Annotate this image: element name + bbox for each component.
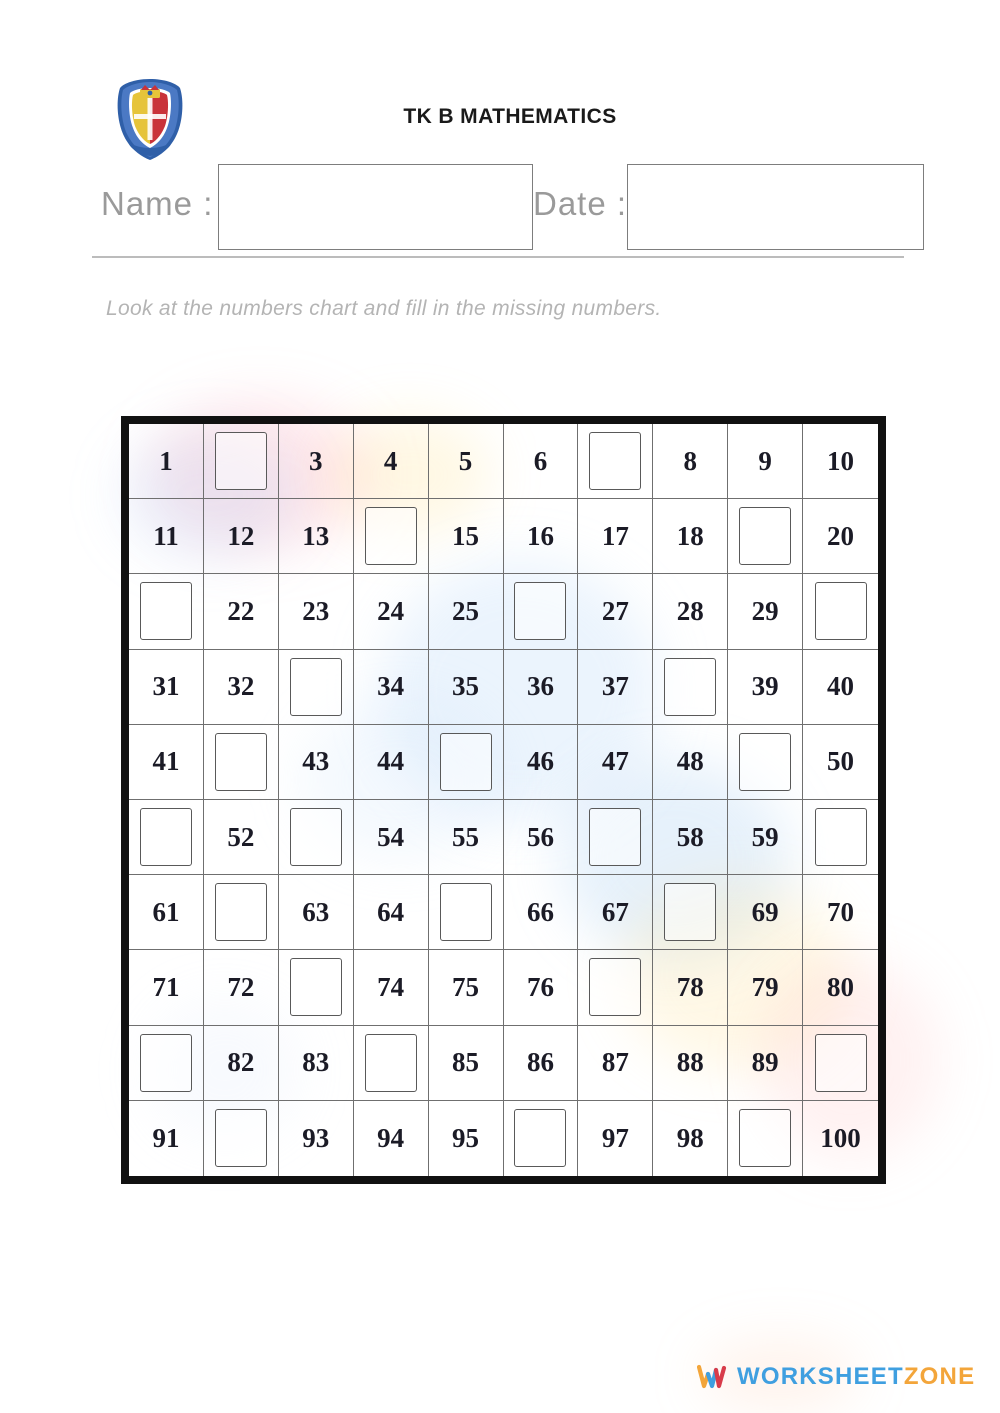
chart-cell-value: 34 <box>377 671 405 702</box>
chart-cell <box>578 1101 653 1176</box>
chart-cell <box>653 574 728 649</box>
chart-cell <box>429 800 504 875</box>
chart-cell-value: 10 <box>827 445 855 476</box>
chart-cell-value: 48 <box>676 746 704 777</box>
chart-cell <box>354 424 429 499</box>
missing-number-input[interactable] <box>664 883 716 941</box>
chart-cell-value: 27 <box>601 595 629 626</box>
chart-cell-value: 66 <box>526 896 554 927</box>
chart-cell <box>204 950 279 1025</box>
date-label: Date : <box>533 185 628 222</box>
missing-number-input[interactable] <box>514 1109 566 1167</box>
chart-cell-blank[interactable] <box>429 875 504 950</box>
chart-cell-value: 79 <box>751 971 779 1002</box>
missing-number-input[interactable] <box>215 733 267 791</box>
chart-cell <box>504 725 579 800</box>
chart-cell-value: 6 <box>533 445 548 476</box>
chart-cell <box>354 650 429 725</box>
chart-cell <box>728 1026 803 1101</box>
chart-cell <box>279 725 354 800</box>
missing-number-input[interactable] <box>365 1034 417 1092</box>
brand-text-zone: ZONE <box>903 1363 976 1390</box>
chart-cell <box>578 725 653 800</box>
header-divider <box>92 256 904 258</box>
missing-number-input[interactable] <box>215 1109 267 1167</box>
chart-cell-value: 82 <box>227 1047 255 1078</box>
chart-cell-value: 59 <box>751 821 779 852</box>
chart-cell-value: 80 <box>827 971 855 1002</box>
chart-cell-value: 23 <box>302 595 330 626</box>
chart-cell-blank[interactable] <box>429 725 504 800</box>
chart-cell-value: 16 <box>526 520 554 551</box>
chart-cell-blank[interactable] <box>803 1026 878 1101</box>
chart-cell-value: 12 <box>227 520 255 551</box>
missing-number-input[interactable] <box>140 1034 192 1092</box>
student-info-row <box>0 155 1000 265</box>
chart-cell-value: 78 <box>676 971 704 1002</box>
name-label: Name : <box>101 185 214 222</box>
chart-cell-value: 61 <box>152 896 180 927</box>
chart-cell <box>279 574 354 649</box>
chart-cell-blank[interactable] <box>653 650 728 725</box>
missing-number-input[interactable] <box>514 582 566 640</box>
missing-number-input[interactable] <box>815 808 867 866</box>
chart-cell-value: 91 <box>152 1122 180 1153</box>
chart-cell <box>354 725 429 800</box>
chart-cell <box>279 424 354 499</box>
chart-cell-value: 54 <box>377 821 405 852</box>
chart-cell <box>429 950 504 1025</box>
chart-cell-blank[interactable] <box>728 499 803 574</box>
page-title: TK B MATHEMATICS <box>403 105 617 128</box>
chart-cell <box>803 424 878 499</box>
chart-cell <box>429 499 504 574</box>
chart-cell-value: 100 <box>820 1122 861 1153</box>
missing-number-input[interactable] <box>215 883 267 941</box>
chart-cell <box>354 574 429 649</box>
chart-cell <box>504 499 579 574</box>
chart-cell <box>653 424 728 499</box>
chart-cell-blank[interactable] <box>204 424 279 499</box>
chart-cell <box>129 650 204 725</box>
chart-cell-value: 37 <box>601 671 629 702</box>
chart-cell-value: 29 <box>751 595 779 626</box>
chart-cell <box>204 499 279 574</box>
chart-cell <box>429 424 504 499</box>
chart-cell-value: 15 <box>452 520 480 551</box>
chart-cell <box>728 650 803 725</box>
chart-cell-blank[interactable] <box>728 725 803 800</box>
chart-cell-value: 86 <box>526 1047 554 1078</box>
chart-cell-blank[interactable] <box>578 950 653 1025</box>
chart-cell-value: 43 <box>302 746 330 777</box>
chart-cell-blank[interactable] <box>354 499 429 574</box>
chart-cell <box>204 1026 279 1101</box>
hundreds-chart <box>121 416 886 1184</box>
chart-cell-value: 50 <box>827 746 855 777</box>
chart-cell-value: 4 <box>383 445 398 476</box>
chart-grid <box>129 424 878 1176</box>
chart-cell <box>578 875 653 950</box>
chart-cell <box>279 1026 354 1101</box>
chart-cell-value: 98 <box>676 1122 704 1153</box>
chart-cell-value: 17 <box>601 520 629 551</box>
chart-cell <box>803 950 878 1025</box>
brand-wordmark <box>737 1365 975 1389</box>
chart-cell-value: 13 <box>302 520 330 551</box>
chart-cell-blank[interactable] <box>578 800 653 875</box>
chart-cell <box>504 424 579 499</box>
chart-cell-value: 72 <box>227 971 255 1002</box>
chart-cell <box>204 574 279 649</box>
chart-cell <box>354 1101 429 1176</box>
chart-cell-value: 47 <box>601 746 629 777</box>
chart-cell <box>653 1026 728 1101</box>
chart-cell <box>129 424 204 499</box>
school-crest-icon <box>114 76 186 162</box>
missing-number-input[interactable] <box>140 808 192 866</box>
chart-cell <box>354 950 429 1025</box>
chart-cell <box>429 650 504 725</box>
chart-cell-value: 64 <box>377 896 405 927</box>
chart-cell-value: 74 <box>377 971 405 1002</box>
chart-cell <box>803 650 878 725</box>
chart-cell <box>504 800 579 875</box>
chart-cell <box>653 950 728 1025</box>
missing-number-input[interactable] <box>215 432 267 490</box>
chart-cell-blank[interactable] <box>129 574 204 649</box>
chart-cell <box>129 950 204 1025</box>
chart-cell <box>504 875 579 950</box>
chart-cell <box>728 574 803 649</box>
chart-cell <box>803 725 878 800</box>
chart-cell-value: 25 <box>452 595 480 626</box>
worksheetzone-logo-icon <box>697 1364 727 1390</box>
chart-cell-value: 1 <box>159 445 173 476</box>
instruction-text: Look at the numbers chart and fill in the missing numbers. <box>106 297 662 320</box>
missing-number-input[interactable] <box>664 658 716 716</box>
name-input[interactable] <box>218 164 533 250</box>
chart-cell-blank[interactable] <box>279 950 354 1025</box>
chart-cell-value: 67 <box>601 896 629 927</box>
date-input[interactable] <box>627 164 924 250</box>
chart-cell-value: 3 <box>308 445 323 476</box>
chart-cell <box>354 875 429 950</box>
chart-cell-value: 83 <box>302 1047 330 1078</box>
chart-cell-value: 46 <box>526 746 554 777</box>
chart-cell-blank[interactable] <box>504 1101 579 1176</box>
chart-cell <box>653 1101 728 1176</box>
chart-cell-blank[interactable] <box>728 1101 803 1176</box>
chart-cell-value: 9 <box>758 445 772 476</box>
chart-cell-value: 71 <box>152 971 180 1002</box>
chart-cell-blank[interactable] <box>803 574 878 649</box>
missing-number-input[interactable] <box>589 958 641 1016</box>
chart-cell <box>429 574 504 649</box>
chart-cell-value: 70 <box>827 896 855 927</box>
missing-number-input[interactable] <box>589 432 641 490</box>
chart-cell-value: 28 <box>676 595 704 626</box>
chart-cell <box>354 800 429 875</box>
chart-cell <box>129 1101 204 1176</box>
chart-cell-blank[interactable] <box>204 725 279 800</box>
chart-cell-blank[interactable] <box>129 1026 204 1101</box>
missing-number-input[interactable] <box>440 883 492 941</box>
chart-cell-value: 40 <box>827 671 855 702</box>
chart-cell-value: 31 <box>152 671 180 702</box>
chart-cell-value: 39 <box>751 671 779 702</box>
chart-cell-value: 35 <box>452 671 480 702</box>
chart-cell <box>129 875 204 950</box>
chart-cell-value: 94 <box>377 1122 405 1153</box>
chart-cell <box>504 650 579 725</box>
chart-cell-value: 93 <box>302 1122 330 1153</box>
chart-cell <box>279 1101 354 1176</box>
chart-cell <box>728 424 803 499</box>
chart-cell <box>578 1026 653 1101</box>
chart-cell-value: 8 <box>683 445 697 476</box>
chart-cell-value: 76 <box>526 971 554 1002</box>
missing-number-input[interactable] <box>739 1109 791 1167</box>
chart-cell-blank[interactable] <box>803 800 878 875</box>
chart-cell-blank[interactable] <box>279 800 354 875</box>
chart-cell <box>279 875 354 950</box>
chart-cell-value: 56 <box>526 821 554 852</box>
missing-number-input[interactable] <box>739 733 791 791</box>
chart-cell-value: 18 <box>676 520 704 551</box>
chart-cell-blank[interactable] <box>279 650 354 725</box>
chart-cell-value: 24 <box>377 595 405 626</box>
chart-cell-value: 32 <box>227 671 255 702</box>
chart-cell <box>803 499 878 574</box>
chart-cell-value: 69 <box>751 896 779 927</box>
chart-cell <box>578 574 653 649</box>
chart-cell-blank[interactable] <box>354 1026 429 1101</box>
chart-cell-value: 95 <box>452 1122 480 1153</box>
chart-cell-value: 22 <box>227 595 255 626</box>
missing-number-input[interactable] <box>815 1034 867 1092</box>
chart-cell <box>504 1026 579 1101</box>
chart-cell-value: 58 <box>676 821 704 852</box>
missing-number-input[interactable] <box>290 808 342 866</box>
chart-cell-blank[interactable] <box>129 800 204 875</box>
chart-cell-blank[interactable] <box>204 1101 279 1176</box>
chart-cell-blank[interactable] <box>504 574 579 649</box>
missing-number-input[interactable] <box>290 658 342 716</box>
chart-cell <box>204 800 279 875</box>
missing-number-input[interactable] <box>290 958 342 1016</box>
chart-cell-value: 75 <box>452 971 480 1002</box>
chart-cell <box>279 499 354 574</box>
chart-cell <box>578 499 653 574</box>
chart-cell-value: 87 <box>601 1047 629 1078</box>
chart-cell <box>803 1101 878 1176</box>
chart-cell-value: 85 <box>452 1047 480 1078</box>
chart-cell <box>728 950 803 1025</box>
worksheet-header <box>0 0 1000 160</box>
chart-cell <box>129 725 204 800</box>
chart-cell <box>578 650 653 725</box>
chart-cell <box>129 499 204 574</box>
chart-cell-value: 5 <box>458 445 473 476</box>
chart-cell-value: 55 <box>452 821 480 852</box>
chart-cell-value: 20 <box>827 520 855 551</box>
missing-number-input[interactable] <box>140 582 192 640</box>
missing-number-input[interactable] <box>589 808 641 866</box>
chart-cell-value: 88 <box>676 1047 704 1078</box>
missing-number-input[interactable] <box>365 507 417 565</box>
chart-cell-value: 97 <box>601 1122 629 1153</box>
chart-cell-value: 36 <box>526 671 554 702</box>
chart-cell-value: 63 <box>302 896 330 927</box>
missing-number-input[interactable] <box>815 582 867 640</box>
missing-number-input[interactable] <box>440 733 492 791</box>
brand-text-worksheet: WORKSHEET <box>737 1363 904 1390</box>
chart-cell <box>429 1026 504 1101</box>
missing-number-input[interactable] <box>739 507 791 565</box>
chart-cell <box>728 875 803 950</box>
chart-cell <box>653 800 728 875</box>
chart-cell <box>728 800 803 875</box>
chart-cell-value: 41 <box>152 746 180 777</box>
chart-cell <box>653 725 728 800</box>
chart-cell-value: 52 <box>227 821 255 852</box>
chart-cell <box>204 650 279 725</box>
chart-cell <box>429 1101 504 1176</box>
chart-cell-blank[interactable] <box>653 875 728 950</box>
chart-cell <box>653 499 728 574</box>
chart-cell <box>504 950 579 1025</box>
chart-cell-blank[interactable] <box>578 424 653 499</box>
worksheetzone-brand <box>697 1360 975 1394</box>
chart-cell-value: 89 <box>751 1047 779 1078</box>
chart-cell-value: 44 <box>377 746 405 777</box>
chart-cell <box>803 875 878 950</box>
chart-cell-blank[interactable] <box>204 875 279 950</box>
chart-cell-value: 11 <box>153 520 179 551</box>
